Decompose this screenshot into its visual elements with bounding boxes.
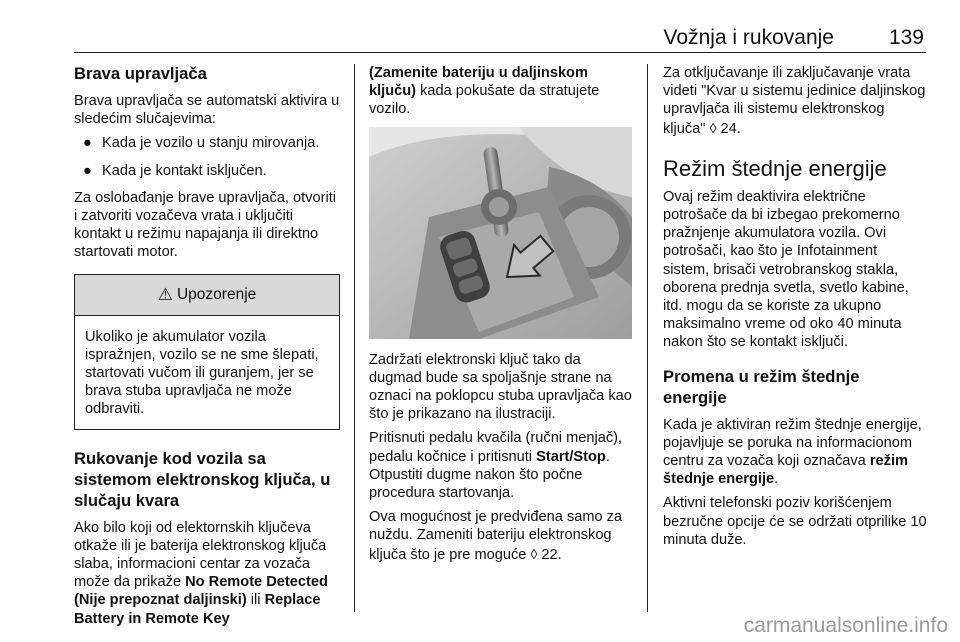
text-run: Ako bilo koji od elektornskih ključeva otkaže ili je baterija elektronskog ključa slaba, informacioni centar za vozača može da prikaže [74,519,327,591]
list-item-text: Kada je vozilo u stanju mirovanja. [102,135,320,152]
text-run: Pritisnuti pedalu kvačila (ručni menjač), pedalu kočnice i pritisnuti [369,430,623,465]
page-reference: 22. [541,546,562,563]
section-heading-change-to-energy-saving: Promena u režim štednje energije [663,366,860,407]
running-title: Vožnja i rukovanje [663,26,834,49]
warning-box [74,274,340,430]
paragraph [369,429,632,502]
paragraph [74,519,340,628]
text-run: Za otključavanje ili zaključavanje vrata videti "Kvar u sistemu jedinice daljinskog upravljača ili sistemu elektronskog ključa" [663,65,926,137]
warning-triangle-icon: ⚠ [157,284,173,304]
warning-header [75,275,339,316]
bullet-icon: ● [83,135,92,152]
text-run: . Otpustiti dugme nakon što počne procedura startovanja. [369,448,610,502]
text-run: ili [246,592,265,609]
paragraph: Brava upravljača se automatski aktivira u sledećim slučajevima: [74,93,340,128]
section-heading-steering-lock: Brava upravljača [74,64,207,83]
column-divider-2 [647,64,648,612]
text-run: Kada je aktiviran režim štednje energije, pojavljuje se poruka na informacionom centru za vozača koji označava [663,416,922,470]
section-heading-electronic-key-fault: Rukovanje kod vozila sa sistemom elektronskog ključa, u slučaju kvara [74,448,331,510]
energy-saving-mode-label: režim štednje energije [663,453,908,488]
column-1 [74,64,340,634]
message-replace-battery-translation: (Zamenite bateriju u daljinskom ključu) [369,65,588,100]
page-reference-icon: ◊ [709,119,717,136]
paragraph: Ovaj režim deaktivira električne potrošače da bi izbegao prekomerno pražnjenje akumulatora vozila. Ovi potrošači, kao što je Infotainment sistem, brisači vetrobranskog stakla, oborena prednja svetla, svetlo kabine, itd. mogu da se koriste za ukupno maksimalno vreme od oko 40 minuta nakon što se kontakt isključi. [663,188,909,351]
list-item-text: Kada je kontakt isključen. [102,162,267,179]
column-3 [663,64,927,555]
column-divider-1 [354,64,355,612]
list-item [74,134,340,152]
header-rule [74,52,926,53]
column-2 [369,64,632,570]
warning-text: Ukoliko je akumulator vozila ispražnjen, vozilo se ne sme šlepati, startovati vučom ili guranjem, jer se brava stuba upravljača ne može odbraviti. [85,328,319,418]
bullet-icon: ● [83,162,92,179]
warning-title: Upozorenje [176,285,257,303]
paragraph [663,416,927,489]
message-no-remote: No Remote Detected (Nije prepoznat daljinski) [74,574,328,609]
text-run: Ova mogućnost je predviđena samo za nuždu. Zameniti bateriju elektronskog ključa što je pre moguće [369,509,623,563]
page-reference: 24. [720,120,741,137]
section-heading-energy-saving-mode: Režim štednje energije [663,155,887,181]
steering-column-illustration [369,127,632,339]
page-header [74,22,926,52]
paragraph: Aktivni telefonski poziv korišćenjem bezručne opcije će se održati otprilike 10 minuta duže. [663,495,927,548]
text-run: . [774,471,779,488]
page-number: 139 [888,26,924,49]
paragraph [663,64,927,138]
paragraph [369,64,632,119]
text-run: kada pokušate da stratujete vozilo. [369,83,600,118]
start-stop-button-label: Start/Stop [536,448,606,465]
list-item [74,162,340,180]
message-replace-battery: Replace Battery in Remote Key [74,592,321,627]
paragraph [369,508,632,564]
page-reference-icon: ◊ [530,545,538,562]
illustration-steering-column-key [369,127,632,339]
paragraph: Za oslobađanje brave upravljača, otvoriti i zatvoriti vozačeva vrata i uključiti kontakt u režimu napajanja ili direktno startovati motor. [74,189,337,261]
paragraph: Zadržati elektronski ključ tako da dugmad bude sa spoljašnje strane na oznaci na poklopcu stuba upravljača kao što je prikazano na ilustraciji. [369,351,632,423]
watermark: carmanualsonline.info [743,614,948,637]
